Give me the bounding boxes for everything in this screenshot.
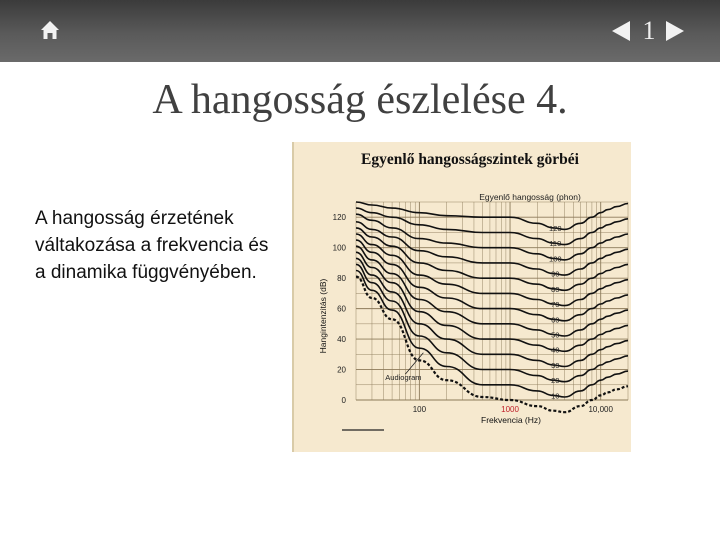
legend-title: Egyenlő hangosság (phon)	[479, 192, 581, 202]
slide-body-text: A hangosság érzetének váltakozása a frekvencia és a dinamika függvényében.	[35, 208, 269, 283]
slide-title: A hangosság észlelése 4.	[152, 77, 568, 123]
curve-label: 80	[551, 284, 560, 294]
chart-svg	[294, 142, 631, 452]
y-tick-label: 80	[337, 274, 346, 284]
loudness-curve-110	[356, 208, 628, 245]
y-tick-label: 100	[332, 243, 346, 253]
page-number: 1	[642, 16, 656, 45]
loudness-curve-70	[356, 234, 628, 306]
curve-label: 10	[551, 391, 560, 401]
y-axis-label: Hangintenzitás (dB)	[318, 278, 328, 354]
curve-label: 20	[551, 376, 560, 386]
x-axis-label: Frekvencia (Hz)	[481, 415, 541, 425]
curve-label: 60	[551, 315, 560, 325]
triangle-right-icon[interactable]	[662, 18, 688, 44]
slide-navigation	[608, 18, 688, 44]
plot-area	[333, 202, 628, 414]
curve-label: 90	[551, 269, 560, 279]
home-icon[interactable]	[38, 18, 62, 42]
curve-label: 70	[551, 300, 560, 310]
curve-label: 40	[551, 345, 560, 355]
audiogram-pointer	[405, 353, 423, 374]
y-tick-label: 60	[337, 304, 346, 314]
y-tick-label: 0	[341, 396, 346, 405]
y-tick-label: 120	[332, 213, 346, 223]
triangle-left-icon[interactable]	[608, 18, 634, 44]
y-tick-label: 40	[337, 335, 346, 345]
equal-loudness-chart	[292, 142, 631, 452]
x-tick-label: 1000	[501, 405, 519, 414]
curve-label: 50	[551, 330, 560, 340]
loudness-curve-0	[356, 277, 628, 413]
x-tick-label: 100	[412, 405, 427, 414]
curve-label: 120	[549, 223, 562, 233]
curve-label: 110	[549, 239, 562, 249]
chart-title: Egyenlő hangosságszintek görbéi	[361, 151, 579, 168]
loudness-curve-120	[356, 202, 628, 229]
curve-label: 30	[551, 360, 560, 370]
x-tick-label: 10,000	[588, 405, 613, 414]
audiogram-label: Audiogram	[385, 373, 422, 383]
top-toolbar	[0, 0, 720, 62]
curve-label: 100	[549, 254, 562, 264]
y-tick-label: 20	[337, 365, 346, 375]
